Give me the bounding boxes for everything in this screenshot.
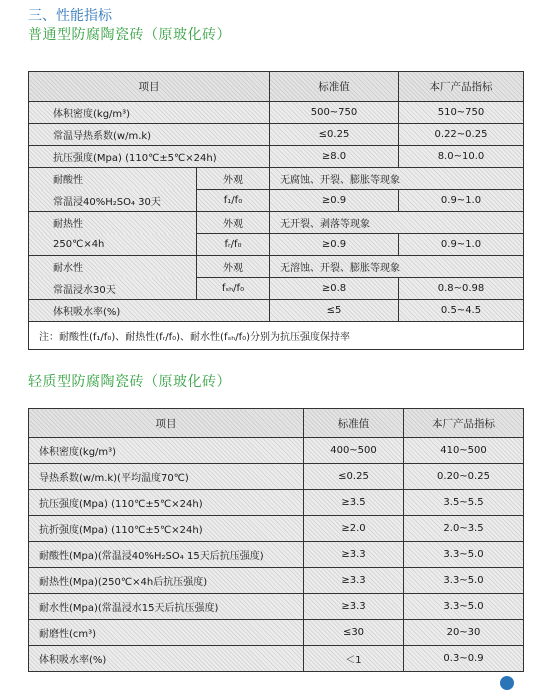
table-cell-item: 导热系数(w/m.k)(平均温度70℃) — [29, 464, 304, 490]
table-row — [29, 620, 524, 646]
group-condition: 常温浸40%H₂SO₄ 30天 — [29, 190, 197, 212]
table-cell-item: 体积吸水率(%) — [29, 646, 304, 672]
table1-header-std: 标准值 — [270, 72, 399, 102]
table2-header-item: 项目 — [29, 409, 304, 438]
table-row — [29, 102, 524, 124]
table-cell-std: ≥2.0 — [304, 516, 404, 542]
group-name: 耐水性 — [29, 256, 197, 278]
table-cell-item: 体积密度(kg/m³) — [29, 102, 270, 124]
section-title: 三、性能指标 — [28, 8, 112, 24]
table-row — [29, 646, 524, 672]
group-name: 耐酸性 — [29, 168, 197, 190]
group-sub-label: fₛₕ/f₀ — [197, 278, 270, 300]
table-cell-val: 510~750 — [399, 102, 524, 124]
table-row — [29, 490, 524, 516]
table-cell-item: 耐水性(Mpa)(常温浸水15天后抗压强度) — [29, 594, 304, 620]
group-sub-label: 外观 — [197, 168, 270, 190]
table-note-row — [29, 322, 524, 350]
table-cell-std: ≤5 — [270, 300, 399, 322]
table-cell-item: 抗折强度(Mpa) (110℃±5℃×24h) — [29, 516, 304, 542]
table-cell-val: 3.5~5.5 — [404, 490, 524, 516]
table-row — [29, 542, 524, 568]
table2-title: 轻质型防腐陶瓷砖（原玻化砖） — [28, 374, 231, 390]
table-cell-val: 0.3~0.9 — [404, 646, 524, 672]
table-cell-val: 0.8~0.98 — [399, 278, 524, 300]
table-row — [29, 168, 524, 190]
table-cell-val: 0.22~0.25 — [399, 124, 524, 146]
table-cell-item: 抗压强度(Mpa) (110℃±5℃×24h) — [29, 146, 270, 168]
table-cell-std: 500~750 — [270, 102, 399, 124]
group-appearance: 无开裂、剥落等现象 — [270, 212, 524, 234]
table-cell-val: 2.0~3.5 — [404, 516, 524, 542]
table-row — [29, 190, 524, 212]
table-cell-std: ≤0.25 — [304, 464, 404, 490]
table-cell-val: 0.5~4.5 — [399, 300, 524, 322]
table-cell-item: 常温导热系数(w/m.k) — [29, 124, 270, 146]
table-cell-item: 体积密度(kg/m³) — [29, 438, 304, 464]
table-cell-item: 抗压强度(Mpa) (110℃±5℃×24h) — [29, 490, 304, 516]
group-appearance: 无腐蚀、开裂、膨胀等现象 — [270, 168, 524, 190]
table-cell-std: ＜1 — [304, 646, 404, 672]
table-cell-val: 0.20~0.25 — [404, 464, 524, 490]
table2-header-std: 标准值 — [304, 409, 404, 438]
table-cell-val: 3.3~5.0 — [404, 568, 524, 594]
table-cell-val: 3.3~5.0 — [404, 542, 524, 568]
table-row — [29, 234, 524, 256]
table-cell-item: 体积吸水率(%) — [29, 300, 270, 322]
group-condition: 常温浸水30天 — [29, 278, 197, 300]
table-cell-std: ≥0.9 — [270, 190, 399, 212]
table-row — [29, 438, 524, 464]
table-row — [29, 124, 524, 146]
table-cell-item: 耐酸性(Mpa)(常温浸40%H₂SO₄ 15天后抗压强度) — [29, 542, 304, 568]
group-sub-label: 外观 — [197, 256, 270, 278]
page-marker-icon — [500, 676, 514, 690]
table-cell-std: ≥0.9 — [270, 234, 399, 256]
table-cell-std: ≤30 — [304, 620, 404, 646]
table-cell-std: ≥0.8 — [270, 278, 399, 300]
group-sub-label: fᵣ/f₀ — [197, 234, 270, 256]
table2 — [28, 408, 524, 672]
group-appearance: 无溶蚀、开裂、膨胀等现象 — [270, 256, 524, 278]
table-cell-std: ≥3.3 — [304, 568, 404, 594]
table-row — [29, 146, 524, 168]
table-note: 注：耐酸性(f₁/f₀)、耐热性(fᵣ/f₀)、耐水性(fₛₕ/f₀)分别为抗压强度保持率 — [29, 322, 524, 350]
table-cell-std: 400~500 — [304, 438, 404, 464]
table-row — [29, 516, 524, 542]
table-cell-std: ≥8.0 — [270, 146, 399, 168]
table-row — [29, 300, 524, 322]
table-cell-std: ≥3.3 — [304, 542, 404, 568]
table-row — [29, 568, 524, 594]
table-row — [29, 256, 524, 278]
table1-header-item: 项目 — [29, 72, 270, 102]
table-row — [29, 278, 524, 300]
table-cell-item: 耐磨性(cm³) — [29, 620, 304, 646]
table-cell-std: ≥3.3 — [304, 594, 404, 620]
table1 — [28, 71, 524, 350]
table-cell-val: 0.9~1.0 — [399, 234, 524, 256]
table-cell-std: ≥3.5 — [304, 490, 404, 516]
table2-header-val: 本厂产品指标 — [404, 409, 524, 438]
table-cell-val: 20~30 — [404, 620, 524, 646]
table-cell-val: 0.9~1.0 — [399, 190, 524, 212]
table-row — [29, 212, 524, 234]
table-cell-val: 410~500 — [404, 438, 524, 464]
table-row — [29, 464, 524, 490]
group-sub-label: f₁/f₀ — [197, 190, 270, 212]
group-condition: 250℃×4h — [29, 234, 197, 256]
group-name: 耐热性 — [29, 212, 197, 234]
group-sub-label: 外观 — [197, 212, 270, 234]
table-cell-val: 3.3~5.0 — [404, 594, 524, 620]
table-cell-std: ≤0.25 — [270, 124, 399, 146]
table-row — [29, 594, 524, 620]
table1-header-val: 本厂产品指标 — [399, 72, 524, 102]
table-cell-item: 耐热性(Mpa)(250℃×4h后抗压强度) — [29, 568, 304, 594]
table-cell-val: 8.0~10.0 — [399, 146, 524, 168]
table1-title: 普通型防腐陶瓷砖（原玻化砖） — [28, 27, 231, 43]
